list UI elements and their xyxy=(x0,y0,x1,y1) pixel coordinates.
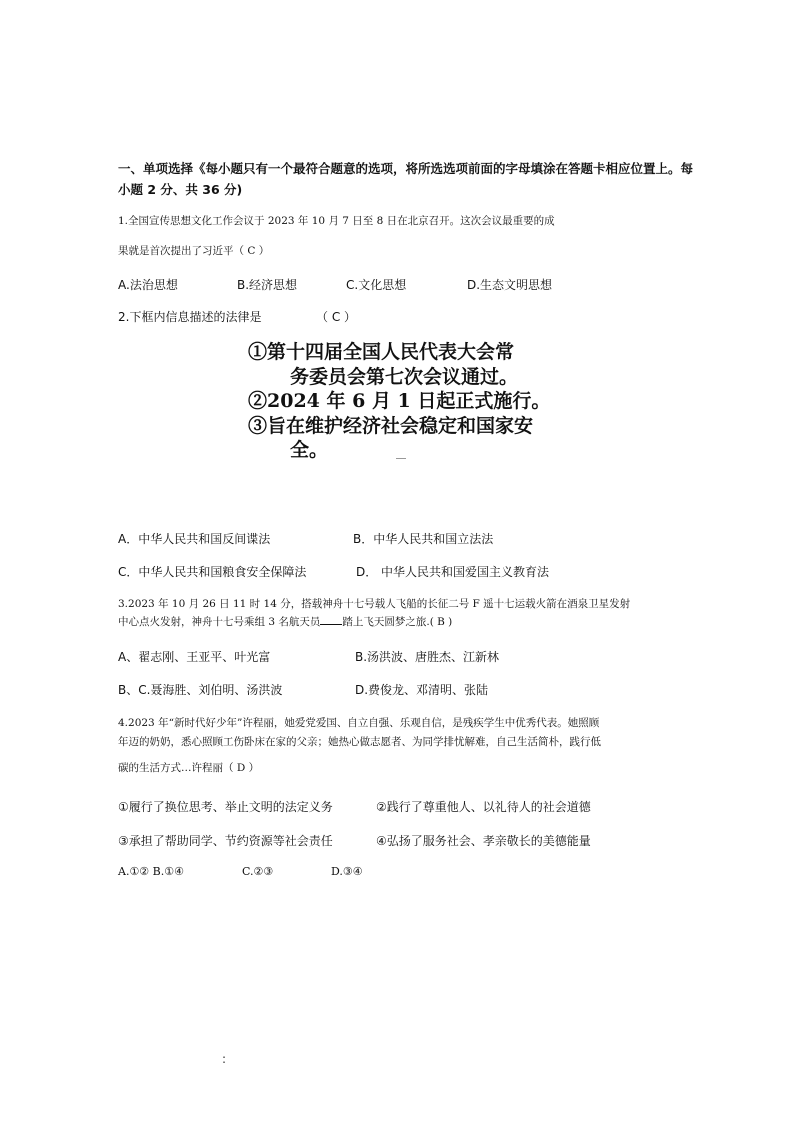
q3-stem-line2-part1: 中心点火发射，神舟十七号乘组 3 名航天员 xyxy=(118,616,321,628)
q3-stem-line1: 3.2023 年 10 月 26 日 11 时 14 分，搭载神舟十七号载人飞船的长征二号 F 遥十七运载火箭在酒泉卫星发射 xyxy=(118,598,631,610)
q2-option-a: A．中华人民共和国反间谍法 xyxy=(118,532,271,546)
q4-statement-1: ①履行了换位思考、举止文明的法定义务 xyxy=(118,800,333,814)
scan-artifact xyxy=(396,458,406,459)
law-info-line-3: ②2024 年 6 月 1 日起正式施行。 xyxy=(248,390,551,412)
q1-option-d: D.生态文明思想 xyxy=(467,278,553,292)
q4-option-d: D.③④ xyxy=(331,865,363,878)
law-info-box xyxy=(248,340,578,463)
q3-stem-line2 xyxy=(118,614,452,629)
q3-blank xyxy=(320,614,342,625)
q2-option-b: B．中华人民共和国立法法 xyxy=(353,532,494,546)
q4-stem-line2: 年迈的奶奶，悉心照顾工伤卧床在家的父亲；她热心做志愿者、为同学排忧解难，自己生活简朴，践行低 xyxy=(118,736,601,748)
q1-stem-line2: 果就是首次提出了习近平（ C ） xyxy=(118,245,270,257)
q2-stem: 2.下框内信息描述的法律是 xyxy=(118,310,262,324)
q1-option-a: A.法治思想 xyxy=(118,278,178,292)
q4-option-ab: A.①② B.①④ xyxy=(118,865,184,878)
footer-mark: : xyxy=(222,1052,227,1066)
q4-option-c: C.②③ xyxy=(242,865,274,878)
q1-option-b: B.经济思想 xyxy=(237,278,298,292)
q2-option-c: C．中华人民共和国粮食安全保障法 xyxy=(118,565,307,579)
section-header-line1: 一、单项选择《每小题只有一个最符合题意的选项，将所选选项前面的字母填涂在答题卡相应位置上。每 xyxy=(118,161,694,176)
q4-statement-3: ③承担了帮助同学、节约资源等社会责任 xyxy=(118,834,333,848)
q4-stem-line1: 4.2023 年“新时代好少年”许程丽，她爱党爱国、自立自强、乐观自信，是残疾学生中优秀代表。她照顾 xyxy=(118,717,600,729)
q4-statement-4: ④弘扬了服务社会、孝亲敬长的美德能量 xyxy=(376,834,591,848)
q2-answer: （ C ） xyxy=(316,310,357,324)
q4-statement-2: ②践行了尊重他人、以礼待人的社会道德 xyxy=(376,800,591,814)
q1-stem-line1: 1.全国宣传思想文化工作会议于 2023 年 10 月 7 日至 8 日在北京召开。这次会议最重要的成 xyxy=(118,215,555,227)
law-info-line-5: 全。 xyxy=(290,439,329,461)
q3-option-a: A、翟志刚、王亚平、叶光富 xyxy=(118,650,271,664)
section-header-line2: 小题 2 分、共 36 分) xyxy=(118,182,243,197)
law-info-line-2: 务委员会第七次会议通过。 xyxy=(290,365,519,388)
law-info-line-1: ①第十四届全国人民代表大会常 xyxy=(248,341,515,363)
q3-option-c: B、C.聂海胜、刘伯明、汤洪波 xyxy=(118,683,283,697)
q2-option-d: D． 中华人民共和国爱国主义教育法 xyxy=(356,565,550,579)
q1-option-c: C.文化思想 xyxy=(346,278,407,292)
q4-stem-line3: 碳的生活方式…许程丽（ D ） xyxy=(118,762,260,774)
q3-option-b: B.汤洪波、唐胜杰、江新林 xyxy=(355,650,500,664)
q3-stem-line2-part2: 踏上飞天圆梦之旅.( B ) xyxy=(342,616,453,628)
law-info-line-4: ③旨在维护经济社会稳定和国家安 xyxy=(248,414,534,437)
q3-option-d: D.费俊龙、邓清明、张陆 xyxy=(355,683,489,697)
